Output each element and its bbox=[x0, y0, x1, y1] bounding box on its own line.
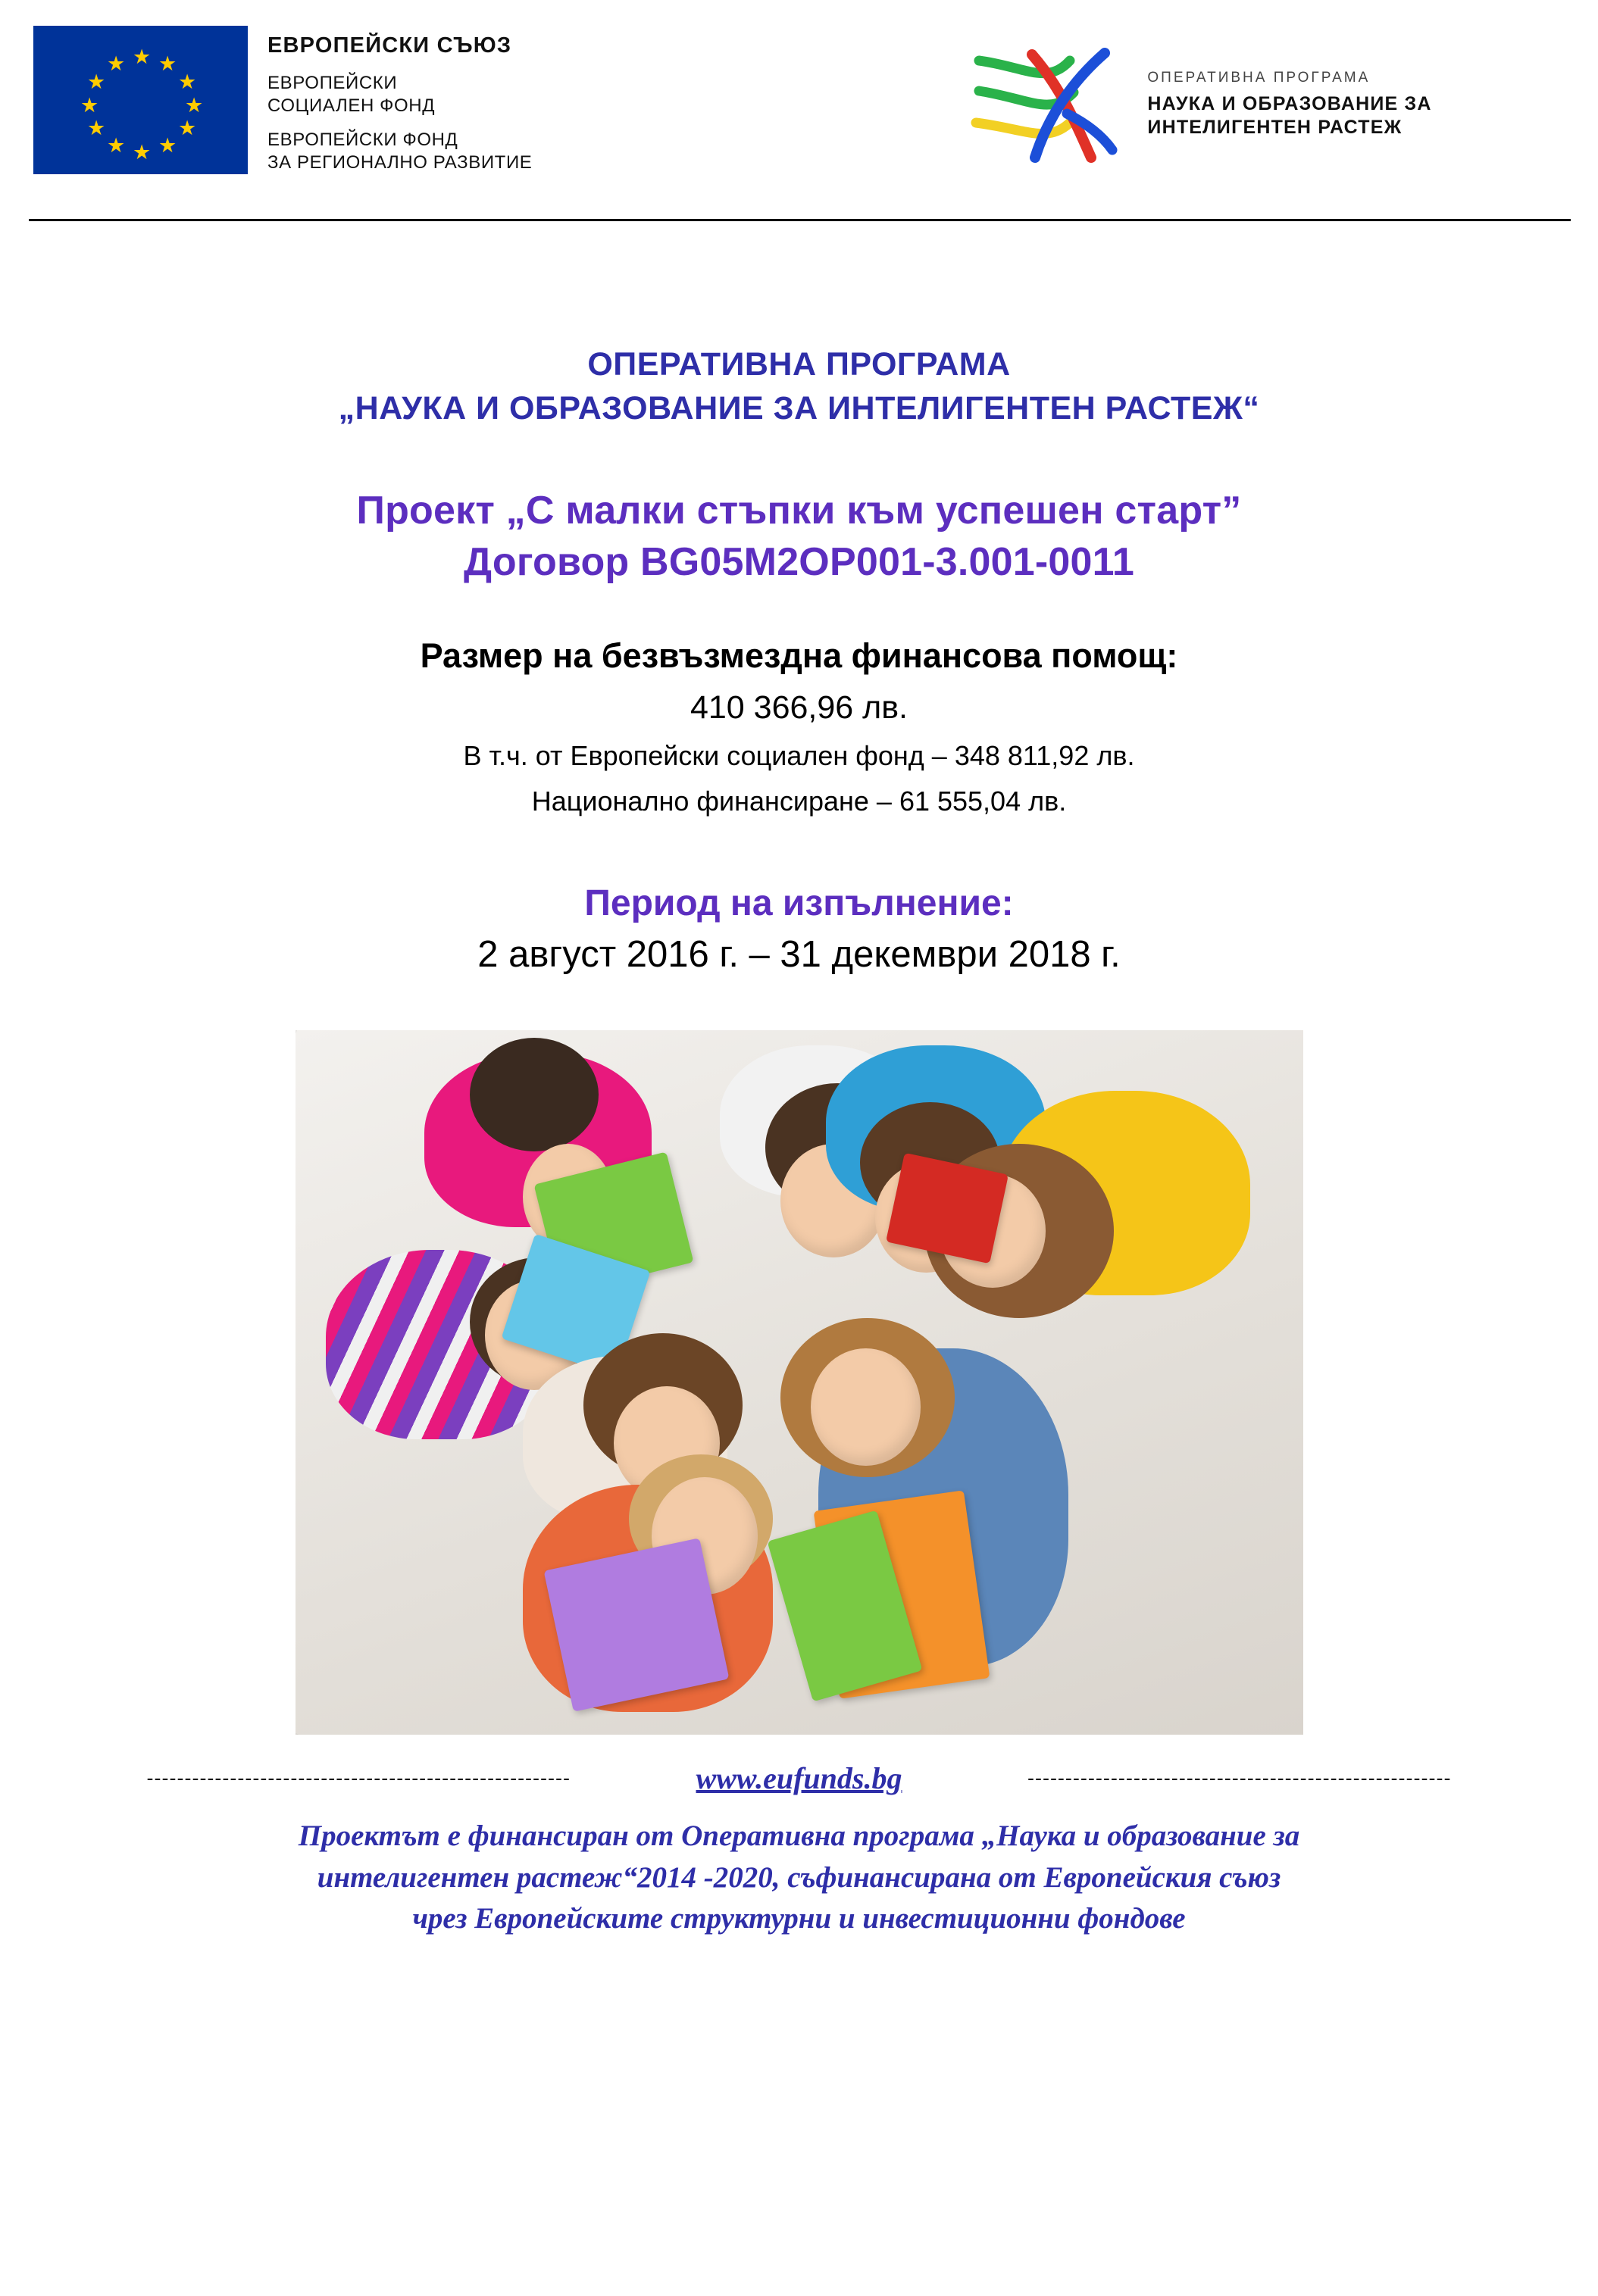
funding-disclaimer-line3: чрез Европейските структурни и инвестиционни фондове bbox=[412, 1902, 1186, 1935]
project-title-line1: Проект „С малки стъпки към успешен старт” bbox=[356, 488, 1242, 533]
funding-disclaimer-line2: интелигентен растеж“2014 -2020, съфинансирана от Европейския съюз bbox=[317, 1860, 1281, 1894]
footer-dashes-left: -------------------------------------------------------- bbox=[146, 1767, 571, 1790]
op-logo-block bbox=[956, 26, 1431, 165]
period-value: 2 август 2016 г. – 31 декември 2018 г. bbox=[477, 934, 1121, 976]
project-contract-number: Договор BG05M2OP001-3.001-0011 bbox=[464, 539, 1134, 584]
funding-disclaimer bbox=[30, 1816, 1568, 1940]
document-body bbox=[0, 221, 1598, 1735]
website-row bbox=[30, 1760, 1568, 1796]
grant-total-amount: 410 366,96 лв. bbox=[690, 689, 908, 726]
eu-logo-texts bbox=[267, 26, 532, 186]
eu-esf-label-line1: ЕВРОПЕЙСКИ bbox=[267, 73, 398, 93]
program-title-line2: „НАУКА И ОБРАЗОВАНИЕ ЗА ИНТЕЛИГЕНТЕН РАСТЕЖ“ bbox=[338, 390, 1260, 427]
op-logo-big-label bbox=[1147, 92, 1431, 140]
program-title bbox=[45, 342, 1553, 431]
document-footer bbox=[0, 1760, 1598, 1940]
header-divider bbox=[29, 219, 1571, 221]
eu-logo-block bbox=[33, 26, 532, 186]
eu-erdf-label-line2: ЗА РЕГИОНАЛНО РАЗВИТИЕ bbox=[267, 152, 533, 173]
program-title-line1: ОПЕРАТИВНА ПРОГРАМА bbox=[587, 346, 1011, 383]
op-logo-small-label: ОПЕРАТИВНА ПРОГРАМА bbox=[1147, 69, 1371, 86]
period-label: Период на изпълнение: bbox=[584, 883, 1014, 924]
eu-erdf-label-line1: ЕВРОПЕЙСКИ ФОНД bbox=[267, 129, 458, 150]
header-logos-row bbox=[0, 0, 1598, 186]
op-logo-texts bbox=[1147, 70, 1431, 140]
eufunds-link[interactable]: www.eufunds.bg bbox=[696, 1761, 902, 1796]
eu-title: ЕВРОПЕЙСКИ СЪЮЗ bbox=[267, 33, 512, 58]
grant-esf-amount: В т.ч. от Европейски социален фонд – 348 811,92 лв. bbox=[463, 740, 1135, 772]
children-photo bbox=[296, 1030, 1303, 1735]
grant-national-amount: Национално финансиране – 61 555,04 лв. bbox=[531, 786, 1067, 817]
grant-label: Размер на безвъзмездна финансова помощ: bbox=[420, 636, 1178, 676]
eu-esf-label-line2: СОЦИАЛЕН ФОНД bbox=[267, 95, 436, 117]
top-spacer bbox=[45, 221, 1553, 342]
eu-erdf-label bbox=[267, 129, 532, 175]
project-title bbox=[45, 486, 1553, 588]
funding-disclaimer-line1: Проектът е финансиран от Оперативна програма „Наука и образование за bbox=[298, 1820, 1300, 1853]
document-header bbox=[0, 0, 1598, 221]
op-logo-big-label-line2: ИНТЕЛИГЕНТЕН РАСТЕЖ bbox=[1147, 117, 1403, 138]
eu-flag-icon: ★ ★ ★ ★ ★ ★ ★ ★ ★ ★ ★ ★ bbox=[33, 26, 248, 174]
op-science-education-logo-icon bbox=[956, 44, 1130, 165]
op-logo-big-label-line1: НАУКА И ОБРАЗОВАНИЕ ЗА bbox=[1147, 92, 1432, 114]
eu-esf-label bbox=[267, 72, 532, 118]
footer-dashes-right: -------------------------------------------------------- bbox=[1027, 1767, 1452, 1790]
